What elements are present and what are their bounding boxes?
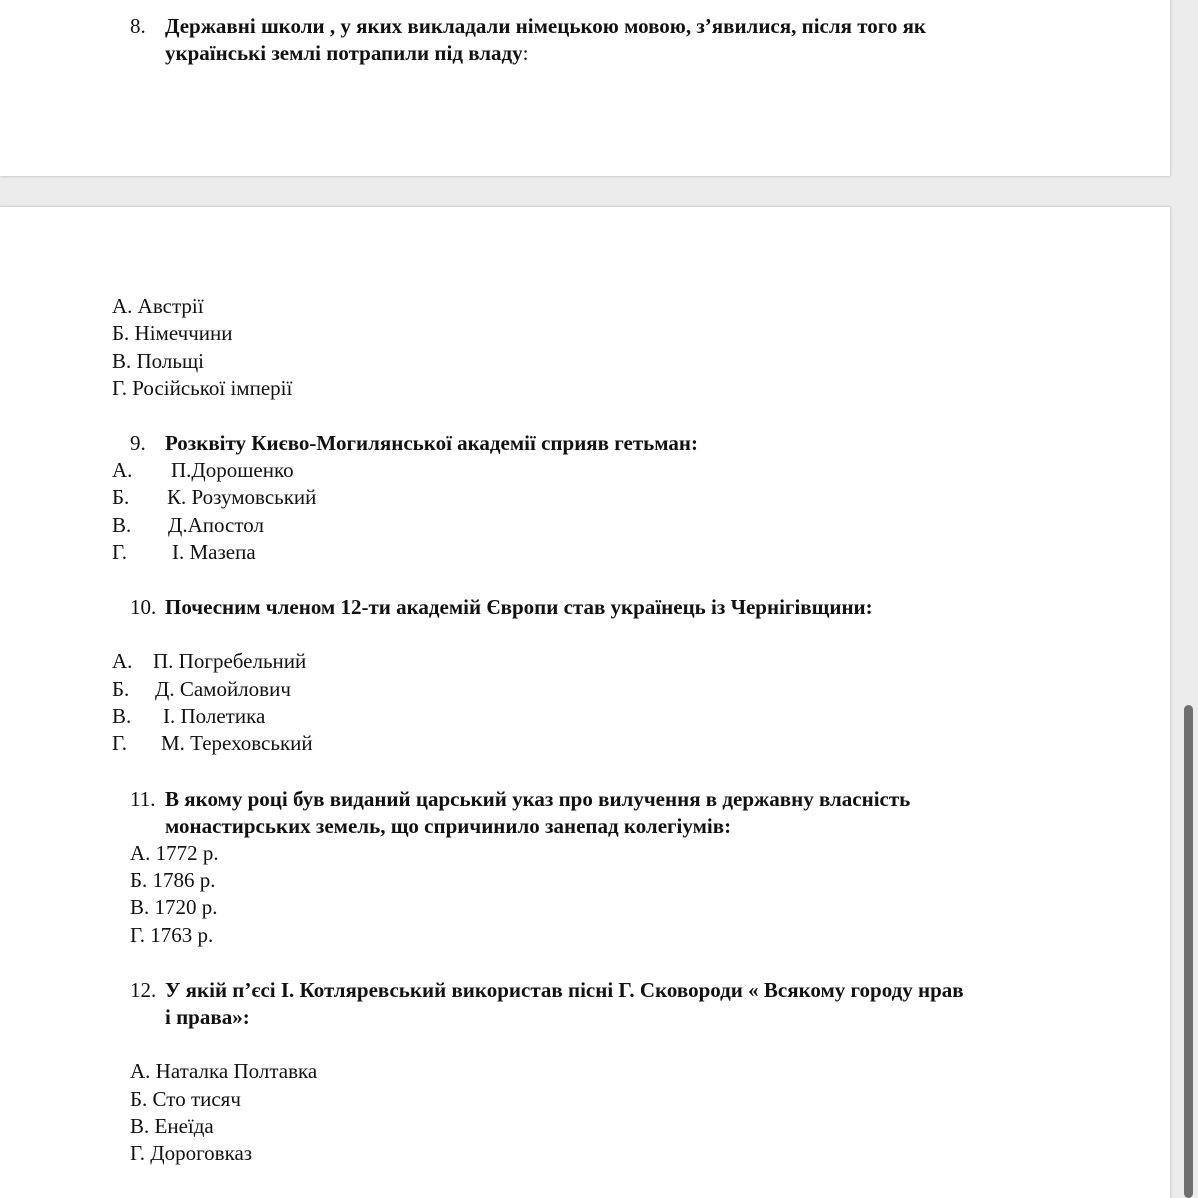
question-text-line-1: В якому році був виданий царський указ про вилучення в державну власність bbox=[165, 787, 911, 811]
answer-option: М. Тереховський bbox=[161, 731, 313, 755]
question-number: 11. bbox=[130, 787, 156, 811]
scrollbar-thumb[interactable] bbox=[1184, 705, 1193, 1198]
question-number: 10. bbox=[130, 595, 157, 619]
question-text-line-2: і права»: bbox=[165, 1005, 250, 1029]
answer-letter: Г. bbox=[112, 731, 128, 755]
question-text: Почесним членом 12-ти академій Європи став українець із Чернігівщини: bbox=[165, 595, 873, 619]
answer-letter: А. bbox=[112, 458, 133, 482]
answer-option: Г. 1763 р. bbox=[130, 923, 214, 947]
answer-letter: А. bbox=[112, 649, 133, 673]
answer-option: І. Полетика bbox=[163, 704, 266, 728]
answer-option: Д. Самойлович bbox=[155, 677, 291, 701]
question-number: 8. bbox=[130, 14, 146, 38]
answer-option: А. Наталка Полтавка bbox=[130, 1059, 318, 1083]
question-text-line-1: У якій п’єсі І. Котляревський використав пісні Г. Сковороди « Всякому городу нрав bbox=[165, 978, 964, 1002]
answer-letter: Б. bbox=[112, 485, 130, 509]
answer-letter: Б. bbox=[112, 677, 130, 701]
answer-option: К. Розумовський bbox=[167, 485, 317, 509]
answer-letter: Г. bbox=[112, 540, 128, 564]
answer-option: В. Польщі bbox=[112, 349, 204, 373]
answer-option: Б. Сто тисяч bbox=[130, 1087, 241, 1111]
question-text-bold: українські землі потрапили під владу bbox=[165, 41, 523, 65]
question-text-colon: : bbox=[522, 41, 529, 65]
question-text-line-2 bbox=[165, 40, 529, 67]
answer-option: П.Дорошенко bbox=[171, 458, 294, 482]
question-text-line-1: Державні школи , у яких викладали німецькою мовою, з’явилися, після того як bbox=[165, 14, 927, 38]
answer-option: А. Австрії bbox=[112, 294, 204, 318]
answer-option: Б. 1786 р. bbox=[130, 868, 216, 892]
question-number: 12. bbox=[130, 978, 157, 1002]
answer-option: Б. Німеччини bbox=[112, 321, 233, 345]
question-text-line-2: монастирських земель, що спричинило занепад колегіумів: bbox=[165, 814, 732, 838]
answer-option: В. 1720 р. bbox=[130, 895, 218, 919]
answer-letter: В. bbox=[112, 513, 132, 537]
answer-option: В. Енеїда bbox=[130, 1114, 214, 1138]
question-number: 9. bbox=[130, 431, 146, 455]
answer-option: Д.Апостол bbox=[168, 513, 264, 537]
answer-option: Г. Дороговказ bbox=[130, 1141, 253, 1165]
answer-letter: В. bbox=[112, 704, 132, 728]
question-text: Розквіту Києво-Могилянської академії сприяв гетьман: bbox=[165, 431, 699, 455]
answer-option: П. Погребельний bbox=[153, 649, 307, 673]
answer-option: А. 1772 р. bbox=[130, 841, 219, 865]
answer-option: Г. Російської імперії bbox=[112, 376, 293, 400]
answer-option: І. Мазепа bbox=[172, 540, 256, 564]
